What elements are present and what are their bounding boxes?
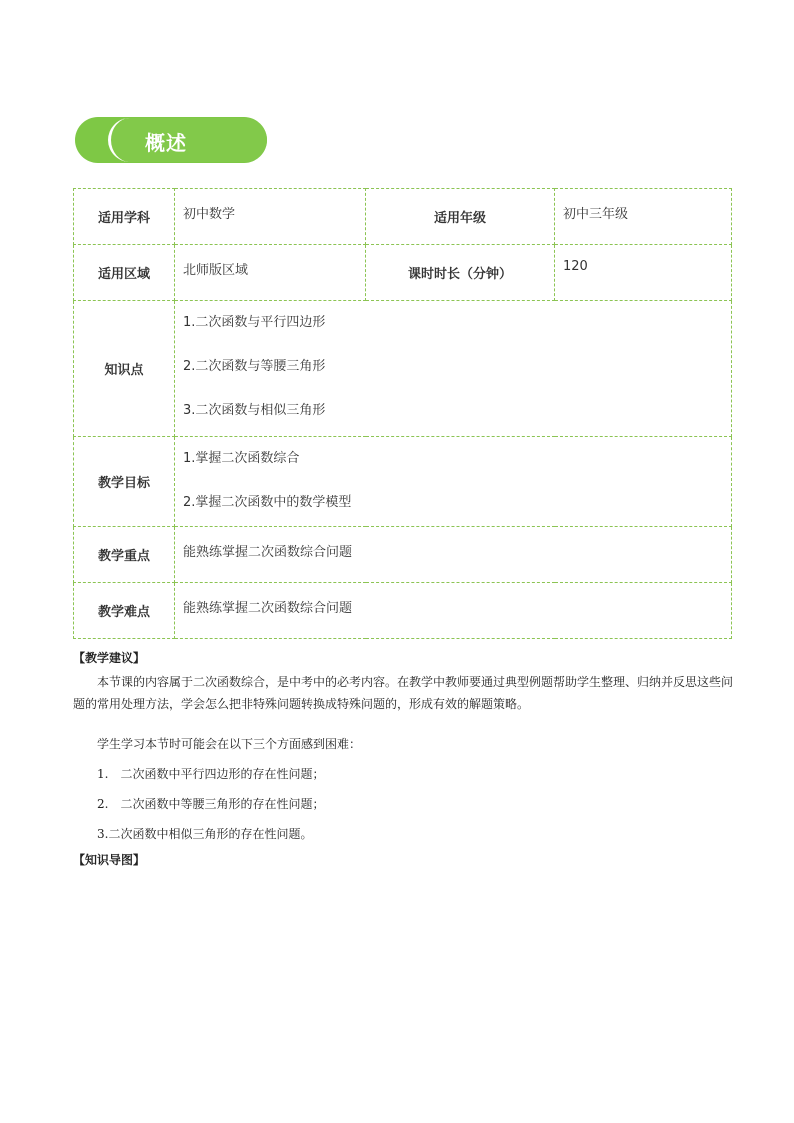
list-item: 1.掌握二次函数综合: [183, 451, 300, 466]
region-label: 适用区域: [74, 245, 175, 301]
table-row: [74, 437, 732, 527]
goals-label: 教学目标: [74, 437, 175, 527]
grade-value: 初中三年级: [555, 189, 732, 245]
list-item: 1. 二次函数中平行四边形的存在性问题；: [97, 767, 325, 781]
duration-value: 120: [555, 245, 732, 301]
region-value: 北师版区域: [175, 245, 366, 301]
advice-heading: 【教学建议】: [73, 651, 146, 665]
section-banner: [75, 117, 267, 163]
duration-label: 课时时长（分钟）: [366, 245, 555, 301]
difficulty-intro: 学生学习本节时可能会在以下三个方面感到困难：: [97, 737, 362, 751]
teaching-notes: [73, 647, 733, 871]
table-row: [74, 189, 732, 245]
table-row: [74, 527, 732, 583]
list-item: 2.掌握二次函数中的数学模型: [183, 495, 352, 510]
knowledge-list: [175, 301, 732, 437]
knowledge-map-heading: 【知识导图】: [73, 853, 146, 867]
key-value: 能熟练掌握二次函数综合问题: [175, 527, 732, 583]
table-row: [74, 583, 732, 639]
course-info-table: [73, 188, 732, 639]
subject-label: 适用学科: [74, 189, 175, 245]
list-item: 3.二次函数与相似三角形: [183, 403, 326, 418]
knowledge-label: 知识点: [74, 301, 175, 437]
section-title: 概述: [145, 131, 187, 155]
list-item: 3.二次函数中相似三角形的存在性问题。: [97, 827, 313, 841]
list-item: 1.二次函数与平行四边形: [183, 315, 326, 330]
list-item: 2. 二次函数中等腰三角形的存在性问题；: [97, 797, 325, 811]
advice-paragraph: 本节课的内容属于二次函数综合，是中考中的必考内容。在教学中教师要通过典型例题帮助学生整理、归纳并反思这些问题的常用处理方法，学会怎么把非特殊问题转换成特殊问题的，形成有效的解题策略。: [73, 675, 734, 711]
list-item: 2.二次函数与等腰三角形: [183, 359, 326, 374]
subject-value: 初中数学: [175, 189, 366, 245]
goals-list: [175, 437, 732, 527]
grade-label: 适用年级: [366, 189, 555, 245]
key-label: 教学重点: [74, 527, 175, 583]
difficulty-value: 能熟练掌握二次函数综合问题: [175, 583, 732, 639]
difficulty-label: 教学难点: [74, 583, 175, 639]
table-row: [74, 245, 732, 301]
table-row: [74, 301, 732, 437]
